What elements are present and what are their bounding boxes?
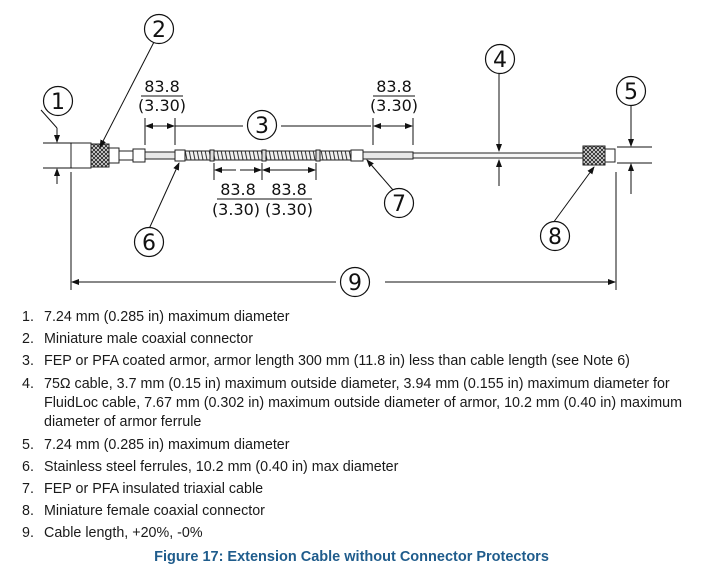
female-connector-body: [605, 149, 615, 162]
callout-6: 6: [142, 231, 156, 256]
callout-4: 4: [493, 48, 507, 73]
male-connector-knurl: [91, 144, 109, 167]
callout-8: 8: [548, 225, 562, 250]
dim-left-mm: 83.8: [144, 77, 180, 96]
triaxial-cable: [413, 153, 583, 158]
callout-2: 2: [152, 18, 166, 43]
note-item: 5. 7.24 mm (0.285 in) maximum diameter: [22, 436, 290, 453]
cable-assembly: [71, 143, 615, 168]
dim-mid2-in: (3.30): [264, 200, 314, 219]
dimension-lines: [41, 42, 652, 290]
note-item: 8. Miniature female coaxial connector: [22, 503, 265, 520]
note-item: 6. Stainless steel ferrules, 10.2 mm (0.40 in) max diameter: [22, 458, 399, 475]
callout-9: 9: [348, 271, 362, 296]
note-item: 1. 7.24 mm (0.285 in) maximum diameter: [22, 309, 290, 325]
note-item: 7. FEP or PFA insulated triaxial cable: [22, 481, 264, 498]
dim-right-in: (3.30): [369, 96, 419, 115]
dim-mid1-in: (3.30): [211, 200, 261, 219]
callout-5: 5: [624, 80, 638, 105]
callout-1: 1: [51, 90, 65, 115]
male-connector-body: [71, 143, 91, 168]
ferrule-left: [133, 149, 145, 162]
ferrule-right: [351, 150, 363, 161]
dim-right-mm: 83.8: [376, 77, 412, 96]
dim-mid1-mm: 83.8: [220, 180, 256, 199]
female-connector-knurl: [583, 146, 605, 165]
note-item: 2. Miniature male coaxial connector: [22, 331, 253, 348]
note-item: 3. FEP or PFA coated armor, armor length 300 mm (11.8 in) less than cable length (see Note 6): [22, 353, 630, 370]
dimension-labels: [138, 77, 418, 219]
callout-7: 7: [392, 192, 406, 217]
note-item: 9. Cable length, +20%, -0%: [22, 525, 203, 542]
figure-caption: Figure 17: Extension Cable without Connector Protectors: [154, 549, 549, 565]
dim-left-in: (3.30): [137, 96, 187, 115]
callout-3: 3: [255, 114, 269, 139]
notes-list: [22, 308, 692, 547]
dim-mid2-mm: 83.8: [271, 180, 307, 199]
note-item: 4. 75Ω cable, 3.7 mm (0.15 in) maximum outside diameter, 3.94 mm (0.155 in) maximum diameter for FluidLoc cable, 7.67 mm (0.302 in) maximum outside diameter of armor, 10.2 mm (0.40 in) maximum diameter of armor ferrule: [22, 375, 683, 431]
